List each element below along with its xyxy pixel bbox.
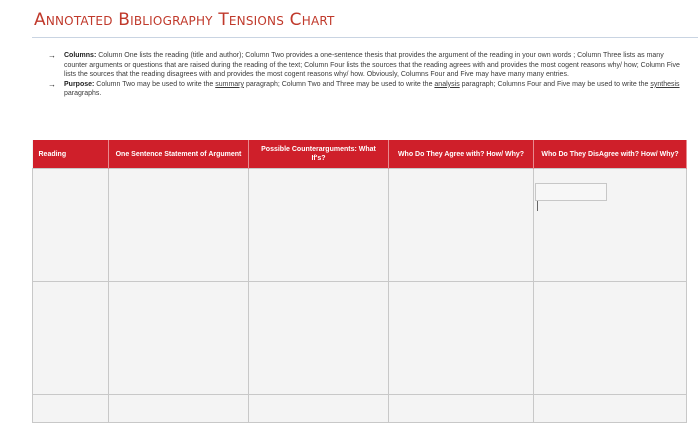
header-counterarguments: Possible Counterarguments: What If's?	[249, 140, 389, 169]
table-cell[interactable]	[109, 282, 249, 395]
table-cell[interactable]	[534, 395, 687, 423]
summary-link: summary	[215, 80, 244, 88]
header-reading: Reading	[33, 140, 109, 169]
page-title: Annotated Bibliography Tensions Chart	[34, 10, 335, 30]
instructions	[48, 51, 684, 99]
table-cell[interactable]	[389, 395, 534, 423]
table-cell[interactable]	[33, 395, 109, 423]
header-agree: Who Do They Agree with? How/ Why?	[389, 140, 534, 169]
columns-note-text: Column One lists the reading (title and author); Column Two provides a one-sentence thesis that provides the argument of the reading in your own words ; Column Three lists as many counter arguments or questions that are raised during the reading of the text; Column Four lists the sources that the reading agrees with and provides the most cogent reasons why/ how; Column Five lists the sources that the reading disagrees with and provides the most cogent reasons why/ how. Obviously, Columns Four and Five may have many many entries.	[64, 52, 680, 79]
table-cell[interactable]	[33, 282, 109, 395]
purpose-note-lead: Purpose:	[64, 80, 95, 88]
table-cell[interactable]	[33, 169, 109, 282]
arrow-icon: →	[48, 51, 56, 60]
table-cell[interactable]	[109, 169, 249, 282]
synthesis-link: synthesis	[650, 80, 680, 88]
table-cell[interactable]	[249, 282, 389, 395]
purpose-note: → Purpose: Column Two may be used to write the summary paragraph; Column Two and Three may be used to write the analysis paragraph; Columns Four and Five may be used to write the synthesis paragraphs.	[48, 79, 680, 98]
title-divider	[32, 37, 698, 38]
table-cell[interactable]	[534, 282, 687, 395]
table-cell[interactable]	[109, 395, 249, 423]
header-disagree: Who Do They DisAgree with? How/ Why?	[534, 140, 687, 169]
table-cell[interactable]	[389, 169, 534, 282]
columns-note	[48, 51, 684, 80]
table-cell[interactable]	[249, 169, 389, 282]
table-row	[33, 395, 687, 423]
header-argument: One Sentence Statement of Argument	[109, 140, 249, 169]
table-header-row	[33, 140, 687, 169]
cell-text-input[interactable]	[535, 183, 607, 201]
analysis-link: analysis	[434, 80, 460, 88]
table-cell[interactable]	[249, 395, 389, 423]
arrow-icon: →	[48, 79, 56, 89]
table-row	[33, 282, 687, 395]
text-cursor	[537, 201, 538, 211]
table-cell[interactable]	[389, 282, 534, 395]
columns-note-lead: Columns:	[64, 52, 97, 59]
